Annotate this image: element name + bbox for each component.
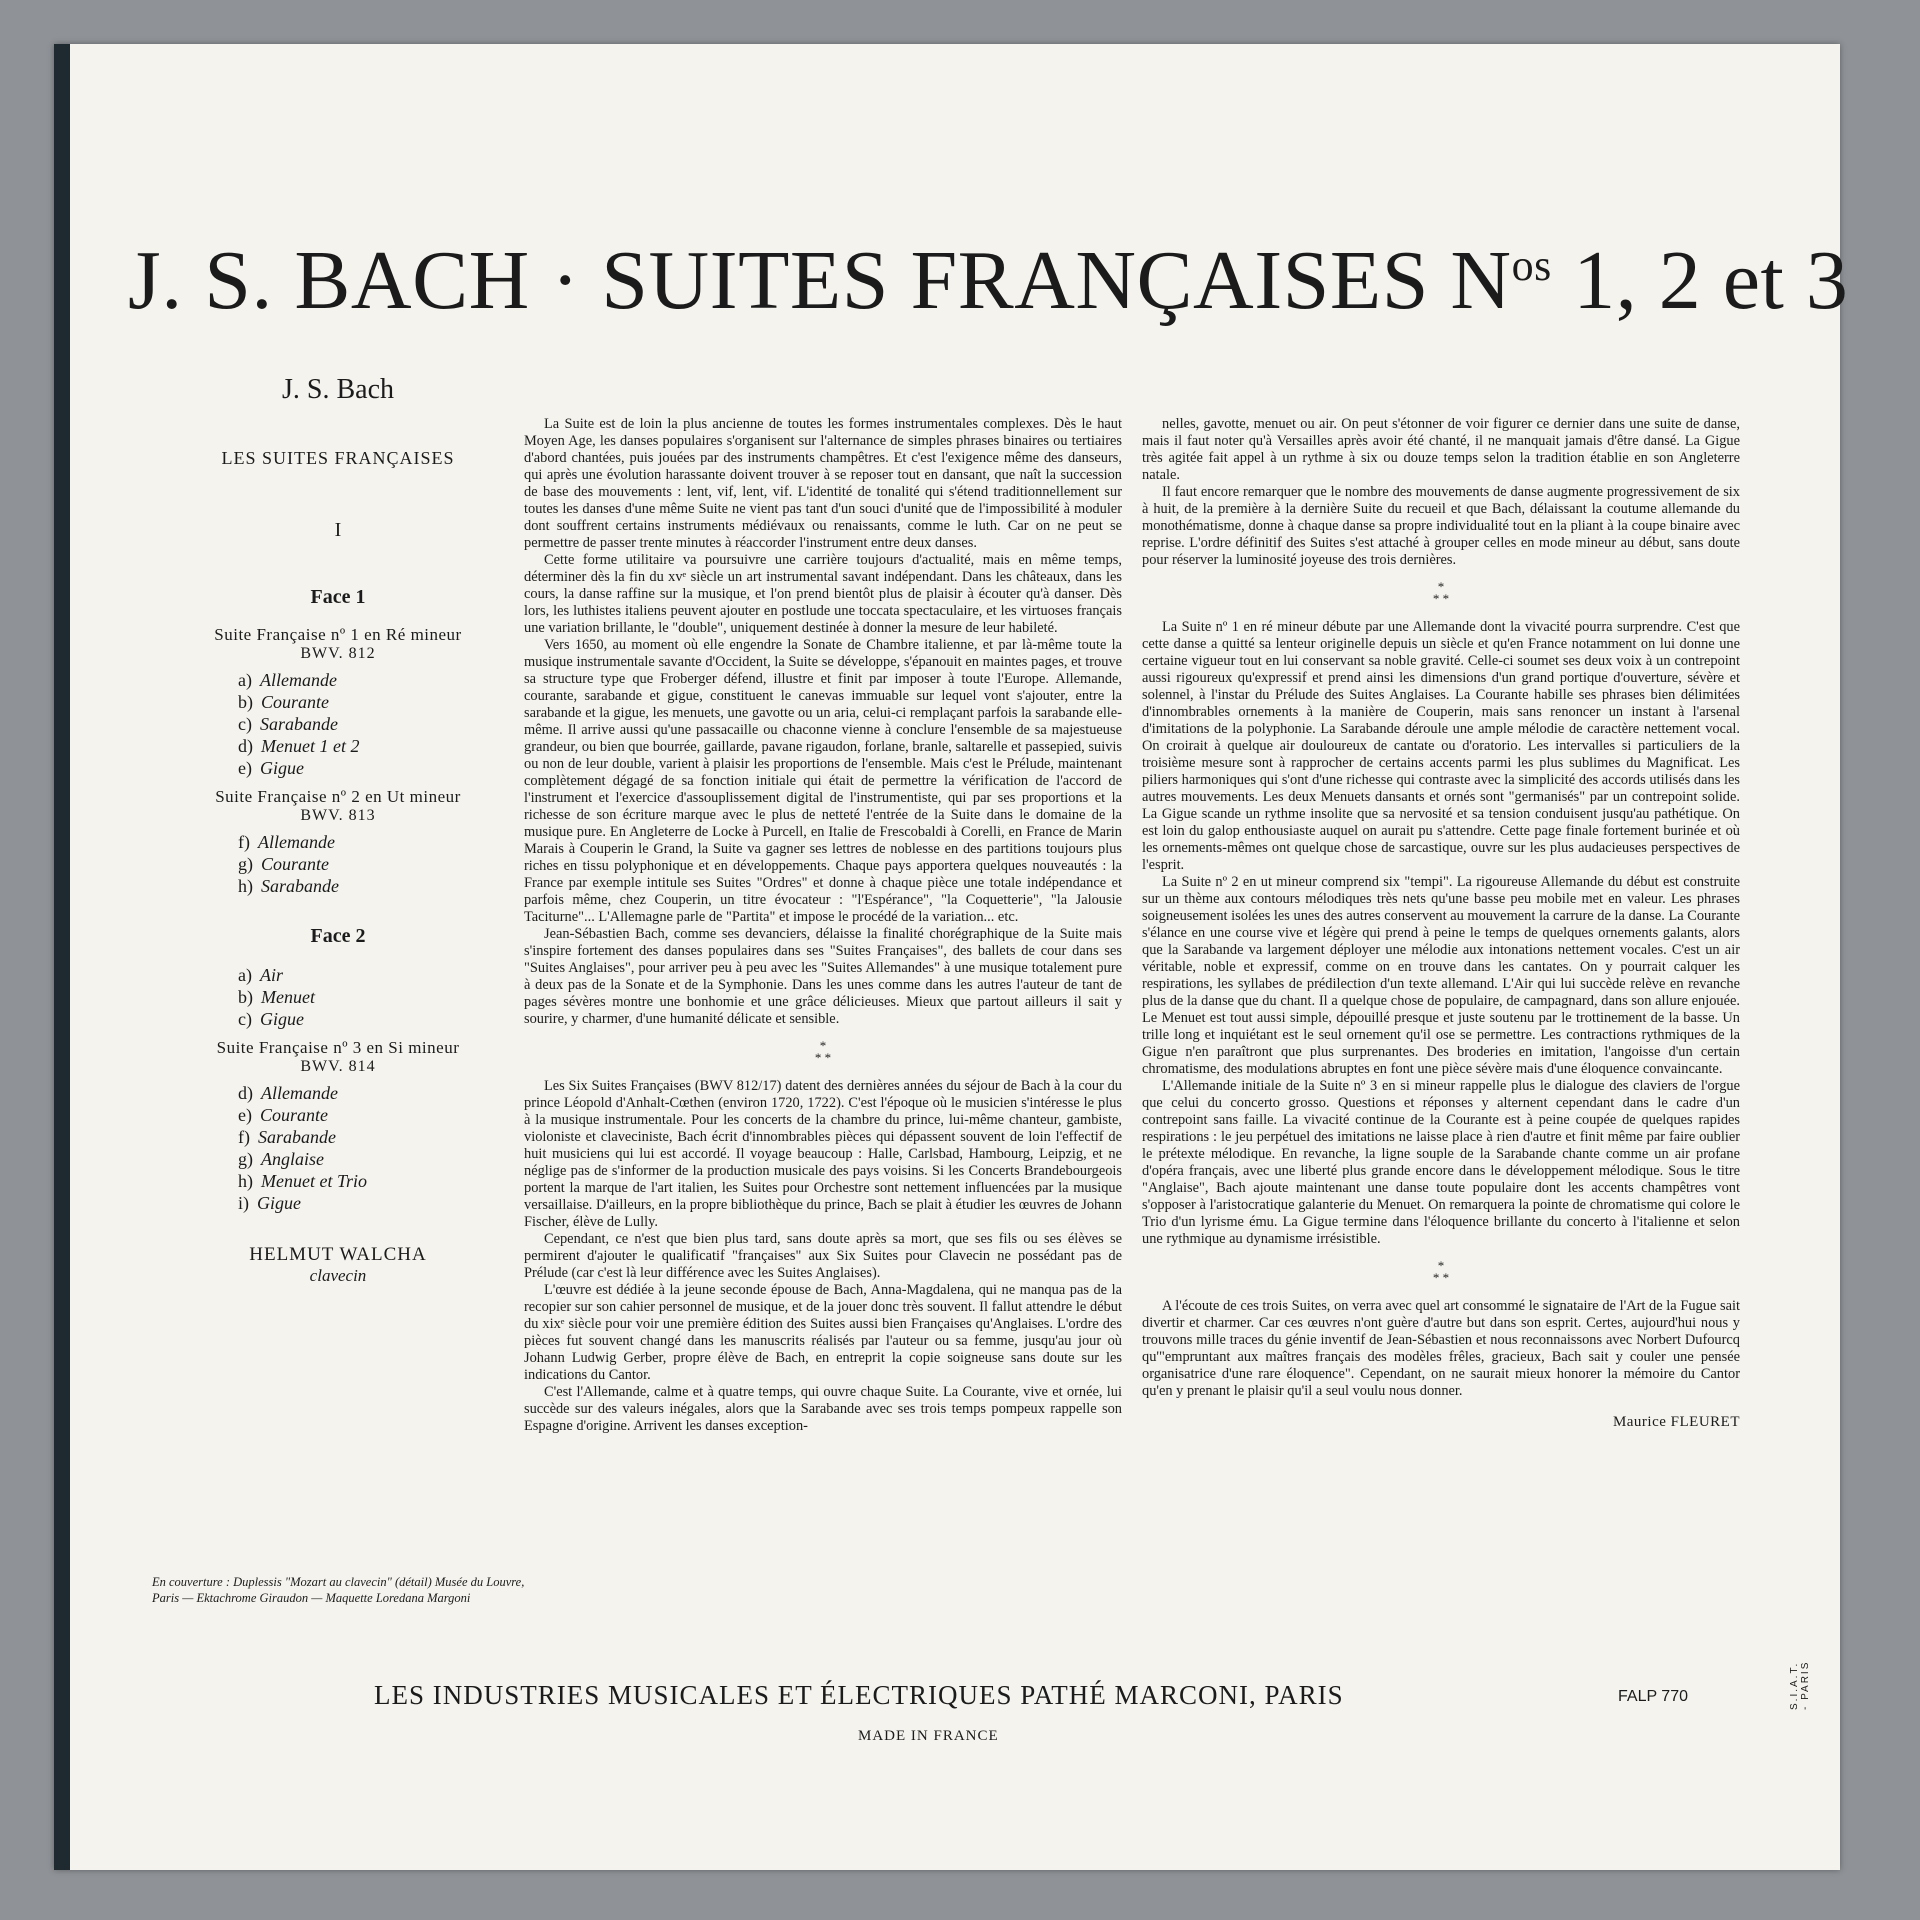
suite-2-title: Suite Française nº 2 en Ut mineur [215, 787, 461, 806]
paragraph: A l'écoute de ces trois Suites, on verra avec quel art consommé le signataire de l'Art de la Fugue sait divertir et charmer. Car ces œuvres n'ont guère d'autre but dans son esprit. Certes, aujourd'hui nous y trouvons mille traces du génie inventif de Jean-Sébastien et nous reconnaissons avec Norbert Dufourcq qu'"empruntant aux maîtres français des modèles frêles, gracieux, Bach sait y couler une pensée organisatrice d'une rare éloquence". Cependant, on ne saurait mieux honorer la mémoire du Cantor qu'en y prenant le plaisir qu'il a seul voulu nous donner. [1142, 1298, 1740, 1399]
paragraph: C'est l'Allemande, calme et à quatre temps, qui ouvre chaque Suite. La Courante, vive et ornée, lui succède sur des valeurs inégales, alors que la Sarabande avec ses trois temps pompeux rappelle son Espagne d'origine. Arrivent les danses exception- [524, 1384, 1122, 1434]
movement-item: h) Sarabande [238, 876, 339, 896]
paragraph: Il faut encore remarquer que le nombre des mouvements de danse augmente progressivement de six à huit, de la première à la dernière Suite du recueil et que Bach, délaissant la coutume allemande du monothématisme, donne à chaque danse sa propre individualité tout en la pliant à la coupe binaire avec reprise. L'ordre définitif des Suites s'est attaché à grouper celles en mode mineur au début, sans doute pour réserver la luminosité joyeuse des trois dernières. [1142, 484, 1740, 568]
record-sleeve-back [54, 44, 1849, 1870]
made-in-label: MADE IN FRANCE [858, 1728, 999, 1744]
suite-2-bwv: BWV. 813 [300, 807, 376, 824]
composer-name: J. S. Bach [282, 374, 394, 405]
suite-1-movements [138, 669, 538, 779]
suite-3-bwv: BWV. 814 [300, 1058, 376, 1075]
paragraph: L'œuvre est dédiée à la jeune seconde épouse de Bach, Anna-Magdalena, qui ne manqua pas de la recopier sur son cahier personnel de musique, et de la jouer donc très souvent. Il fallut attendre le début du xixᵉ siècle pour voir une première édition des Suites aussi bien Françaises qu'Anglaises. L'ordre des pièces fut souvent changé dans les manuscrits réalisés par l'auteur ou sa femme, jusqu'au jour où Johann Ludwig Gerber, propre élève de Bach, en entreprit la copie soigneuse sans doute sur les indications du Cantor. [524, 1282, 1122, 1383]
paragraph: Les Six Suites Françaises (BWV 812/17) datent des dernières années du séjour de Bach à la cour du prince Léopold d'Anhalt-Cœthen (environ 1720, 1722). C'est l'époque où le musicien s'intéresse le plus à la musique instrumentale. Pour les concerts de la chambre du prince, lui-même chanteur, gambiste, violoniste et claveciniste, Bach écrit d'innombrables pièces qui dépassent souvent de loin l'effectif de huit musiciens qui lui est accordé. Il voyage beaucoup : Halle, Carlsbad, Hambourg, Leipzig, et ne néglige pas de s'informer de la production musicale des pays voisins. Si les Concerts Brandebourgeois portent la marque de l'art italien, les Suites pour Orchestre sont nettement influencées par la musique versaillaise. D'ailleurs, en la propre bibliothèque du prince, Bach se plait à étudier les œuvres de Johann Fischer, élève de Lully. [524, 1078, 1122, 1230]
collection-title: LES SUITES FRANÇAISES [221, 448, 455, 468]
liner-notes-part-2 [524, 1078, 1122, 1435]
paragraph: L'Allemande initiale de la Suite nº 3 en si mineur rappelle plus le dialogue des claviers de l'orgue que celui du concerto grosso. Questions et réponses y alternent cependant dans le cadre d'un contrepoint sans faille. La vivacité continue de la Courante est à peine coupée de quelques rapides respirations : le jeu perpétuel des imitations ne laisse place à rien d'autre et finit même par faire oublier le prétexte mélodique. En revanche, la ligne souple de la Sarabande chante comme un air profane d'opéra français, avec une liberté plus grande encore dans le développement mélodique. Sous le titre "Anglaise", Bach ajoute maintenant une danse toute populaire dont les accents champêtres vont s'opposer à l'aristocratique galanterie du Menuet. On remarquera la pointe de chromatisme qui colore le Trio d'un lyrisme ému. La Gigue termine dans l'éloquence brillante du concerto à l'italienne et selon une rythmique au dynamisme irrésistible. [1142, 1078, 1740, 1247]
liner-notes-column-2 [1142, 416, 1740, 1431]
movement-item: b) Courante [238, 692, 330, 712]
movement-item: e) Gigue [238, 758, 304, 778]
performer-name: HELMUT WALCHA [249, 1244, 427, 1265]
movement-item: a) Allemande [238, 670, 337, 690]
album-title: J. S. BACH · SUITES FRANÇAISES $N^{os}$ 1, 2 et 3 [128, 234, 1849, 327]
movement-item: f) Allemande [238, 832, 335, 852]
liner-notes-part-3 [1142, 416, 1740, 569]
movement-item: d) Menuet 1 et 2 [238, 736, 360, 756]
tracklist-panel [138, 374, 538, 1286]
author-signature: Maurice FLEURET [1612, 1414, 1740, 1430]
printer-credit: S.I.A.T. - PARIS [1789, 1660, 1811, 1710]
paragraph: La Suite est de loin la plus ancienne de toutes les formes instrumentales complexes. Dès le haut Moyen Age, les danses populaires s'organisent sur l'alternance de simples phrases binaires ou tertiaires d'abord chantées, puis jouées par des instruments champêtres. Et c'est l'exigence même des danseurs, qui après une évolution harassante doivent trouver à se reposer tout en dansant, que naît la succession de base des mouvements : lent, vif, lent, vif. L'identité de tonalité qui s'étend traditionnellement sur toutes les danses d'une même Suite ne vient pas tant d'un souci d'unité que de l'impossibilité à moduler dont souffrent certains instruments médiévaux ou renaissants, comme le luth. Car on ne peut se permettre de passer trente minutes à réaccorder l'instrument entre deux danses. [524, 416, 1122, 551]
catalog-number: FALP 770 [1618, 1688, 1688, 1705]
movement-item: f) Sarabande [238, 1127, 336, 1147]
volume-number: I [334, 519, 342, 541]
section-separator: * * * [1432, 579, 1450, 606]
face-2-heading: Face 2 [310, 925, 366, 947]
movement-item: g) Courante [238, 854, 330, 874]
suite-1-bwv: BWV. 812 [300, 645, 376, 662]
suite-3-movements [138, 1082, 538, 1214]
suite-3-title: Suite Française nº 3 en Si mineur [216, 1038, 460, 1057]
liner-notes-part-1 [524, 416, 1122, 1028]
section-separator: * * * [1432, 1258, 1450, 1285]
liner-notes-column-1 [524, 416, 1122, 1435]
suite-1-title: Suite Française nº 1 en Ré mineur [214, 625, 462, 644]
paragraph: Jean-Sébastien Bach, comme ses devanciers, délaisse la finalité chorégraphique de la Suite mais s'inspire fortement des danses populaires dans ses "Suites Françaises", des ballets de cour dans ses "Suites Anglaises", pour arriver peu à peu avec les "Suites Allemandes" à une musique totalement pure à deux pas de la Sonate et de la Symphonie. Dans les unes comme dans les autres l'auteur de tant de pages sévères montre une bonhomie et une grâce délicieuses. Mieux que partout ailleurs il sait y sourire, y charmer, d'une humanité délicate et sensible. [524, 926, 1122, 1027]
paragraph: La Suite nº 1 en ré mineur débute par une Allemande dont la vivacité pourra surprendre. C'est que cette danse a quitté sa lenteur originelle depuis un siècle et qu'en France notamment on lui donne une certaine vigueur tout en lui conservant sa noble gravité. Celle-ci soumet ses deux voix à un contrepoint aussi rigoureux qu'expressif et prend ainsi les dimensions d'un grand portique d'ouverture, sévère et solennel, à l'instar du Prélude des Suites Anglaises. La Courante habille ses phrases bien délimitées d'innombrables ornements à la manière de Couperin, mais sans renoncer un instant à l'arsenal d'imitations de la polyphonie. La Sarabande déroule une ample mélodie de caractère nettement vocal. On croirait à quelque air douloureux de cantate ou d'oratorio. Les intervalles si particuliers de la troisième mesure sont à rapprocher de certains accents parmi les plus sublimes du Magnificat. Les piliers harmoniques qui s'ont d'une richesse qui contraste avec la simplicité des accords utilisés dans les autres mouvements. Les deux Menuets dansants et ornés sont "germanisés" par un contrepoint solide. La Gigue scande un rythme insolite que sa nervosité et sa tension conduisent jusqu'au pathétique. On est loin du galop enthousiaste auquel on aurait pu s'attendre. Cette page finale fortement burinée et où les ornements-mêmes ont quelque chose de sarcastique, ouvre sur les plus audacieuses perspectives de l'esprit. [1142, 619, 1740, 873]
paragraph: Cette forme utilitaire va poursuivre une carrière toujours d'actualité, mais en même temps, déterminer dès la fin du xvᵉ siècle un art instrumental savant indépendant. Dans les châteaux, dans les cours, la danse raffine sur la musique, et l'on prend bientôt plus de plaisir à écouter qu'à danser. Dès lors, les luthistes italiens peuvent ajouter en postlude une toccata spectaculaire, et les virtuoses français une variation brillante, le "double", uniquement destinée à donner la mesure de leur habileté. [524, 552, 1122, 636]
suite-2-continued-movements [138, 964, 538, 1030]
section-separator: * * * [814, 1038, 832, 1065]
suite-2-movements [138, 831, 538, 897]
performer-instrument: clavecin [309, 1266, 367, 1285]
movement-item: c) Gigue [238, 1009, 304, 1029]
movement-item: d) Allemande [238, 1083, 338, 1103]
movement-item: c) Sarabande [238, 714, 338, 734]
paragraph: nelles, gavotte, menuet ou air. On peut s'étonner de voir figurer ce dernier dans une suite de danse, mais il faut noter qu'à Versailles après avoir été chanté, il ne manquait jamais d'être dansé. La Gigue très agitée fait appel à un rythme à six ou douze temps selon la tradition établie en son Angleterre natale. [1142, 416, 1740, 483]
movement-item: b) Menuet [238, 987, 315, 1007]
liner-notes-part-4 [1142, 619, 1740, 1248]
cover-credit: En couverture : Duplessis "Mozart au clavecin" (détail) Musée du Louvre, Paris — Ektachrome Giraudon — Maquette Loredana Margoni [152, 1575, 525, 1605]
paragraph: Cependant, ce n'est que bien plus tard, sans doute après sa mort, que ses fils ou ses élèves se permirent d'ajouter le qualificatif "françaises" aux Six Suites pour Clavecin ne possédant pas de Prélude (car c'est là leur différence avec les Suites Anglaises). [524, 1231, 1122, 1281]
paragraph: Vers 1650, au moment où elle engendre la Sonate de Chambre italienne, et par là-même toute la musique instrumentale savante d'Occident, la Suite se développe, s'épanouit en maintes pages, et trouve sa structure type que Froberger défend, illustre et finit par imposer à toute l'Europe. Allemande, courante, sarabande et gigue, constituent le canevas immuable sur lequel vont s'ajouter, entre la sarabande et la gigue, les menuets, une gavotte ou un aria, celui-ci remplaçant parfois la sarabande elle-même. Il arrive aussi qu'une passacaille ou chaconne vienne à conclure l'ensemble de sa majestueuse grandeur, ou bien que bourrée, gaillarde, pavane rigaudon, forlane, branle, saltarelle et passepied, suivis ou non de leur double, varient à plaisir les proportions de l'ensemble. Mais c'est le Prélude, maintenant complètement dégagé de sa fonction initiale qui était de permettre la vérification de l'accord de l'instrument et l'exercice d'assouplissement digital de l'instrumentiste, qui par ses proportions et la richesse de son écriture marque avec le plus de netteté l'entrée de la Suite dans le domaine de la musique pure. En Angleterre de Locke à Purcell, en Italie de Frescobaldi à Corelli, en France de Marin Marais à Couperin le Grand, la Suite va gagner ses lettres de noblesse en des partitions toujours plus riches en tissu polyphonique et en développements. Chaque pays apportera quelques nouveautés : la France par exemple intitule ses Suites "Ordres" et donne à chaque pièce une totale indépendance et parfois même, chez Couperin, un titre évocateur : "l'Espérance", "la Coquetterie", "la Jalousie Taciturne"... L'Allemagne parle de "Partita" et impose le procédé de la variation... etc. [524, 637, 1122, 925]
movement-item: h) Menuet et Trio [238, 1171, 367, 1191]
face-1-heading: Face 1 [310, 586, 366, 608]
movement-item: e) Courante [238, 1105, 328, 1125]
liner-notes-part-5 [1142, 1298, 1740, 1400]
movement-item: a) Air [238, 965, 283, 985]
paragraph: La Suite nº 2 en ut mineur comprend six "tempi". La rigoureuse Allemande du début est construite sur un thème aux contours mélodiques très nets qu'une basse peu mobile met en valeur. Les phrases soigneusement isolées les unes des autres conservent au mouvement la carrure de la danse. La Courante s'élance en une course vive et légère qui prend à peine le temps de quelques ornements galants, alors que la Sarabande va largement déployer une mélodie aux intonations nettement vocales. C'est un air véritable, noble et expressif, comme on en trouve dans les cantates. On y pourrait calquer les respirations, les syllabes de prédilection d'un texte allemand. L'Air qui lui succède relève en revanche plus de la danse que du chant. Il a quelque chose de populaire, de campagnard, dans son allure enjouée. Le Menuet est tout aussi simple, dépouillé presque et juste soutenu par le trottinement de la basse. Un trille long et inquiétant est le seul ornement qu'il ose se permettre. Les contractions rythmiques de la Gigue n'en paraîtront que plus surprenantes. Des broderies en imitation, l'angoisse d'un certain chromatisme, des modulations abruptes en font une pièce sévère mais d'une éloquence convaincante. [1142, 874, 1740, 1077]
movement-item: i) Gigue [238, 1193, 301, 1213]
sleeve-spine [54, 44, 70, 1870]
publisher-line: LES INDUSTRIES MUSICALES ET ÉLECTRIQUES PATHÉ MARCONI, PARIS [374, 1680, 1344, 1710]
movement-item: g) Anglaise [238, 1149, 324, 1169]
